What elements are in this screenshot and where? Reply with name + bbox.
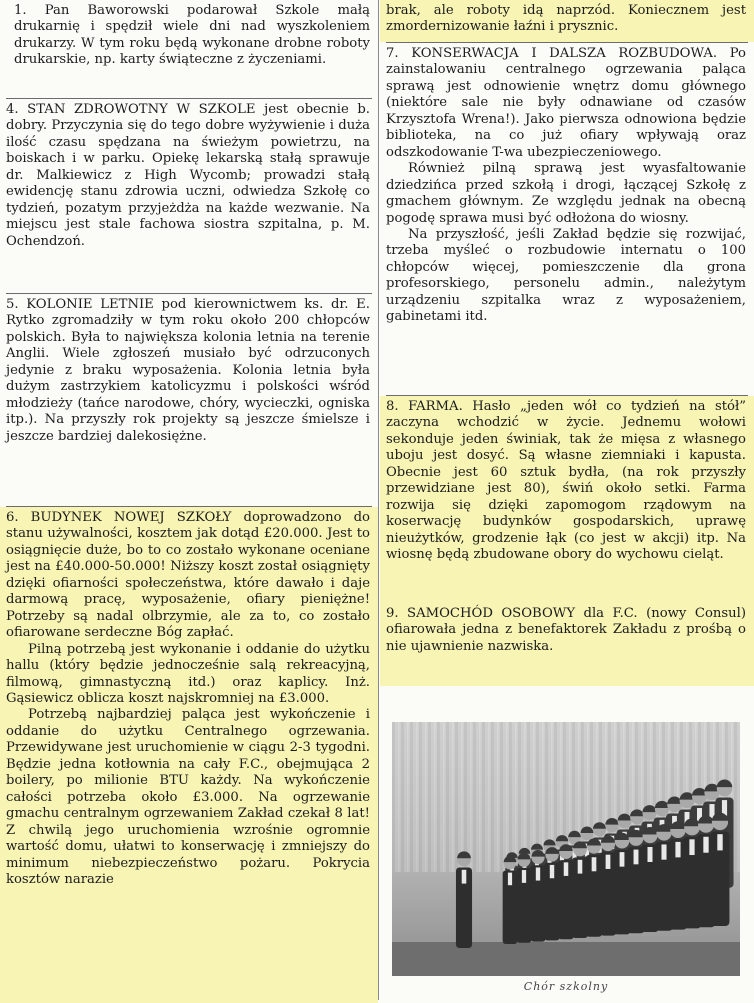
- right-column: [380, 0, 754, 686]
- paragraph: 8. FARMA. Hasło „jeden wół co tydzień na stół” zaczyna wchodzić w życie. Jednemu wołowi sekonduje jeden świniak, tak że mięsa z własnego uboju jest dosyć. Są własne ziemniaki i kapusta. Obecnie jest 60 sztuk bydła, (na rok przyszły przewidziane jest 80), świń około setki. Farma rozwija się dzięki zapomogom rządowym na koserwację budynków gospodarskich, uprawę nieużytków, grodzenie łąk (co jest w akcji) itp. Na wiosnę będą zbudowane obory do wychowu cieląt.: [386, 399, 746, 563]
- choir-photo-image: [392, 722, 740, 976]
- paragraph: Na przyszłość, jeśli Zakład będzie się rozwijać, trzeba myśleć o rozbudowie internatu o 100 chłopców więcej, pomieszczenie dla grona profesorskiego, personelu admin., należytym urządzeniu szpitalka wraz z wyposażeniem, gabinetami itd.: [386, 226, 746, 325]
- paragraph: 9. SAMOCHÓD OSOBOWY dla F.C. (nowy Consul) ofiarowała jedna z benefaktorek Zakładu z prośbą o nie ujawnienie nazwiska.: [386, 606, 746, 654]
- column-divider: [378, 0, 379, 1000]
- paragraph: Również pilną sprawą jest wyasfaltowanie dziedzińca przed szkołą i drogi, łączącej Szkołę z gmachem głównym. Ze względu jednak na obecną pogodę sprawa musi być odłożona do wiosny.: [386, 161, 746, 226]
- photo-caption: Chór szkolny: [523, 980, 609, 993]
- section-4-health: [0, 99, 378, 293]
- paragraph: 7. KONSERWACJA I DALSZA ROZBUDOWA. Po zainstalowaniu centralnego ogrzewania paląca sprawą jest odnowienie wnętrz domu głównego (niektóre sale nie były odnawiane od czasów Krzysztofa Wrena!). Jako pierwsza odnowiona będzie biblioteka, na co już ofiary wpływają oraz odszkodowanie T-wa ubezpieczeniowego.: [386, 46, 746, 160]
- section-5-summer-camps: [0, 294, 378, 506]
- section-9-car: [380, 603, 754, 686]
- section-1-printing-press: [0, 0, 378, 98]
- paragraph: 5. KOLONIE LETNIE pod kierownictwem ks. dr. E. Rytko zgromadziły w tym roku około 200 chłopców polskich. Była to największa kolonia letnia na terenie Anglii. Wiele zgłoszeń musiało być odrzuconych jedynie z braku wyposażenia. Kolonia letnia była dużym zastrzykiem katolicyzmu i polskości wśród młodzieży (tańce narodowe, chóry, wycieczki, ogniska itp.). Na przyszły rok projekty są jeszcze śmielsze i jeszcze bardziej dalekosiężne.: [6, 297, 370, 444]
- paragraph: 4. STAN ZDROWOTNY W SZKOLE jest obecnie b. dobry. Przyczynia się do tego dobre wyżywienie i duża ilość czasu spędzana na świeżym powietrzu, na boiskach i w parku. Opiekę lekarską stałą sprawuje dr. Malkiewicz z High Wycomb; prowadzi stałą ewidencję stanu zdrowia uczni, odwiedza Szkołę co tydzień, pozatym przyjeżdża na każde wezwanie. Na miejscu jest stale fachowa siostra szpitalna, p. M. Ochendzoń.: [6, 102, 370, 249]
- paragraph: 6. BUDYNEK NOWEJ SZKOŁY doprowadzono do stanu używalności, kosztem jak dotąd £20.000. Jest to osiągnięcie duże, bo to co zostało wykonane oceniane jest na £40.000-50.000! Niższy koszt został osiągnięty dzięki ofiarności społeczeństwa, które dawało i daje darmową pracę, wyposażenie, ofiary pieniężne! Potrzeby są nadal olbrzymie, ale za to, co zostało ofiarowane serdeczne Bóg zapłać.: [6, 510, 370, 641]
- choir-photo: [392, 722, 740, 976]
- paragraph: brak, ale roboty idą naprzód. Koniecznem jest zmordernizowanie łaźni i prysznic.: [386, 3, 746, 35]
- section-8-farm: [380, 396, 754, 603]
- paragraph: Potrzebą najbardziej paląca jest wykończenie i oddanie do użytku Centralnego ogrzewania. Przewidywane jest uruchomienie w ciągu 2-3 tygodni. Będzie jedna kotłownia na cały F.C., obejmująca 2 boilery, po milionie BTU każdy. Na wykończenie całości potrzeba około £3.000. Na ogrzewanie gmachu centralnym ogrzewaniem Zakład czekał 8 lat! Z chwilą jego uruchomienia wzrośnie ogromnie wartość domu, ułatwi to konserwację i zmniejszy do minimum niebezpieczeństwo pożaru. Pokrycia kosztów narazie: [6, 707, 370, 887]
- continuation-text: [380, 0, 754, 42]
- section-6-new-school-building: [0, 507, 378, 1003]
- paragraph: Pilną potrzebą jest wykonanie i oddanie do użytku hallu (który będzie jednocześnie salą rekreacyjną, filmową, gimnastyczną itd.) oraz kaplicy. Inż. Gąsiewicz oblicza koszt najskromniej na £3.000.: [6, 641, 370, 706]
- section-7-conservation: [380, 43, 754, 395]
- paragraph: 1. Pan Baworowski podarował Szkole małą drukarnię i spędził wiele dni nad wyszkoleniem drukarzy. W tym roku będą wykonane drobne roboty drukarskie, np. karty świąteczne z życzeniami.: [14, 3, 370, 68]
